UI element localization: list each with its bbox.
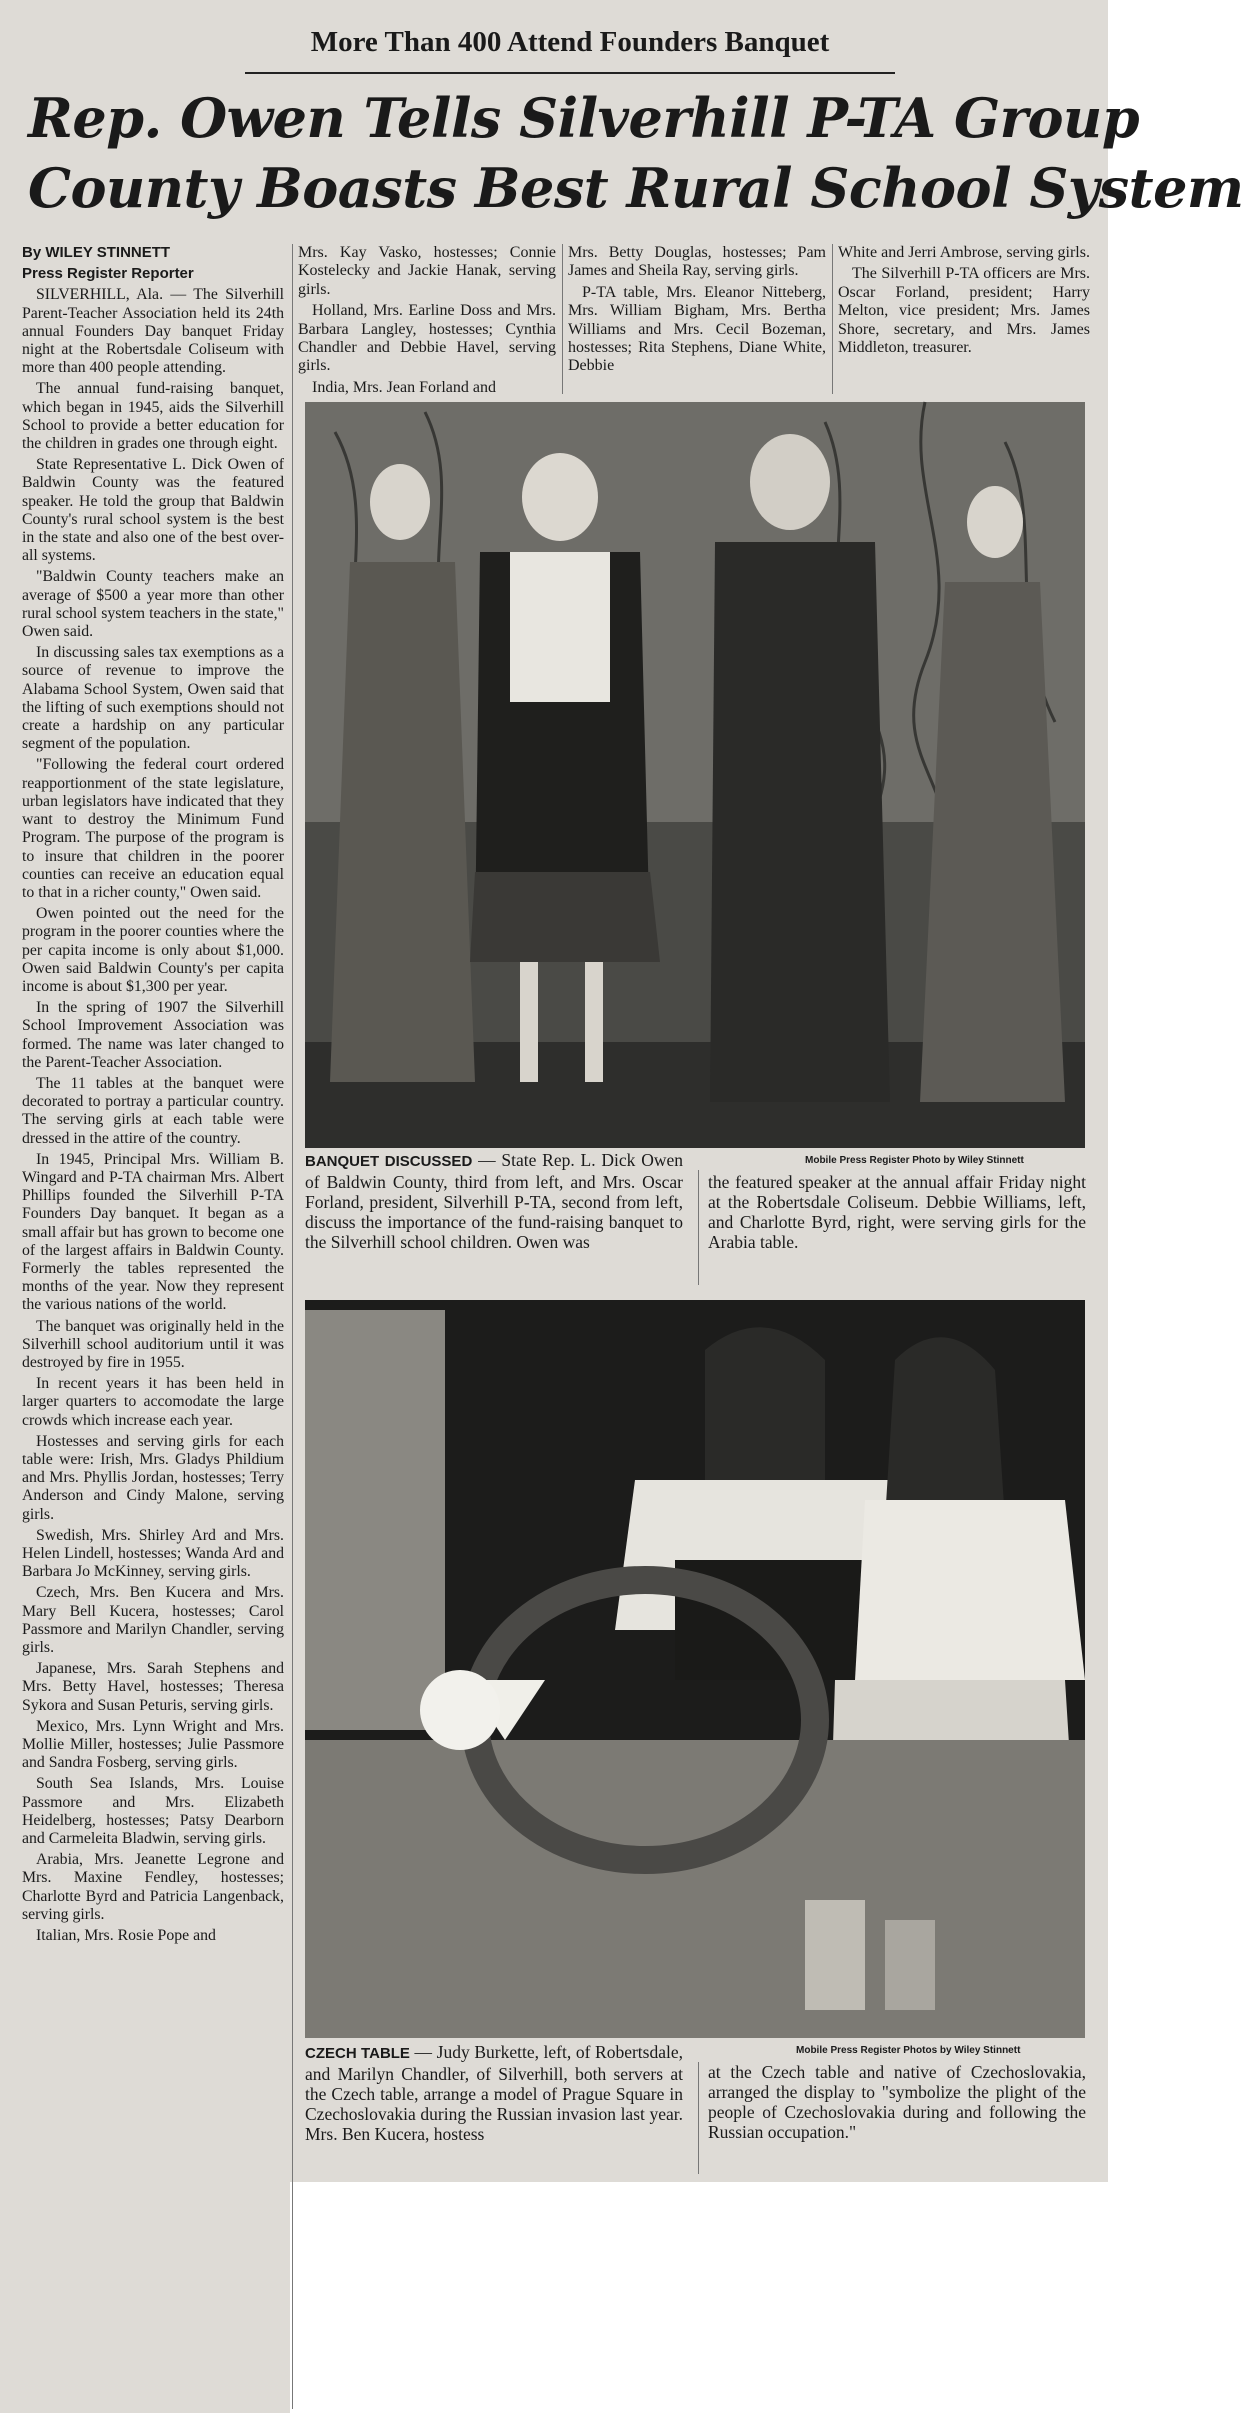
photo-credit: Mobile Press Register Photo by Wiley Stinnett xyxy=(805,1155,1024,1166)
article-paragraph: SILVERHILL, Ala. — The Silverhill Parent-Teacher Association held its 24th annual Founders Day banquet Friday night at the Robertsdale Coliseum with more than 400 people attending. xyxy=(22,286,284,377)
article-paragraph: Owen pointed out the need for the program in the poorer counties where the per capita income is only about $1,000. Owen said Baldwin County's per capita income is about $1,300 per year. xyxy=(22,905,284,995)
article-paragraph: "Following the federal court ordered reapportionment of the state legislature, urban legislators have indicated that they want to destroy the Minimum Fund Program. The purpose of the program is to insure that children in the poorer counties can receive an education equal to that in a richer county," Owen said. xyxy=(22,756,284,901)
caption-rule xyxy=(698,2062,699,2174)
byline-role: Press Register Reporter xyxy=(22,265,194,283)
column-rule xyxy=(292,244,293,2409)
headline-line-1: Rep. Owen Tells Silverhill P-TA Group xyxy=(28,86,1140,150)
article-paragraph: Mrs. Betty Douglas, hostesses; Pam James and Sheila Ray, serving girls. xyxy=(568,244,826,280)
caption-text: the featured speaker at the annual affair Friday night at the Robertsdale Coliseum. Debbie Williams, left, and Charlotte Byrd, right, were serving girls for the Arabia table. xyxy=(708,1172,1086,1252)
banquet-photo xyxy=(305,402,1085,1148)
article-paragraph: In 1945, Principal Mrs. William B. Wingard and P-TA chairman Mrs. Albert Phillips founded the Silverhill P-TA Founders Day banquet. It began as a small affair but has grown to become one of the largest affairs in Baldwin County. Formerly the tables represented the months of the year. Now they represent the various nations of the world. xyxy=(22,1150,284,1314)
article-paragraph: Swedish, Mrs. Shirley Ard and Mrs. Helen Lindell, hostesses; Wanda Ard and Barbara Jo McKinney, serving girls. xyxy=(22,1526,284,1581)
article-paragraph: Mrs. Kay Vasko, hostesses; Connie Kostelecky and Jackie Hanak, serving girls. xyxy=(298,244,556,298)
photo-caption-left xyxy=(305,1150,683,1280)
column-rule xyxy=(562,244,563,394)
caption-text: at the Czech table and native of Czechoslovakia, arranged the display to "symbolize the plight of the people of Czechoslovakia during and following the Russian occupation." xyxy=(708,2062,1086,2142)
article-paragraph: White and Jerri Ambrose, serving girls. xyxy=(838,244,1090,261)
caption-text: — State Rep. L. Dick Owen of Baldwin County, third from left, and Mrs. Oscar Forland, president, Silverhill P-TA, second from left, discuss the importance of the fund-raising banquet to the Silverhill school children. Owen was xyxy=(305,1150,683,1252)
article-paragraph: The annual fund-raising banquet, which began in 1945, aids the Silverhill School to provide a better education for the children in grades one through eight. xyxy=(22,380,284,453)
caption-head: CZECH TABLE xyxy=(305,2045,410,2062)
article-paragraph: Italian, Mrs. Rosie Pope and xyxy=(36,1927,216,1945)
article-paragraph: The Silverhill P-TA officers are Mrs. Oscar Forland, president; Harry Melton, vice president; Mrs. James Shore, secretary, and Mrs. James Middleton, treasurer. xyxy=(838,265,1090,357)
czech-table-photo-illustration xyxy=(305,1300,1085,2038)
article-paragraph: State Representative L. Dick Owen of Baldwin County was the featured speaker. He told the group that Baldwin County's rural school system is the best in the state and also one of the best over-all systems. xyxy=(22,456,284,565)
headline-line-2: County Boasts Best Rural School System xyxy=(28,156,1244,220)
article-column-4 xyxy=(838,244,1090,394)
article-paragraph: South Sea Islands, Mrs. Louise Passmore and Mrs. Elizabeth Heidelberg, hostesses; Patsy Dearborn and Carmeleita Bladwin, serving girls. xyxy=(22,1775,284,1848)
article-paragraph: "Baldwin County teachers make an average of $500 a year more than other rural school system teachers in the state," Owen said. xyxy=(22,568,284,641)
article-paragraph: India, Mrs. Jean Forland and xyxy=(312,378,496,396)
article-paragraph: Holland, Mrs. Earline Doss and Mrs. Barbara Langley, hostesses; Cynthia Chandler and Debbie Havel, serving girls. xyxy=(298,302,556,375)
article-column-2 xyxy=(298,244,556,394)
caption-head: BANQUET DISCUSSED xyxy=(305,1153,473,1170)
article-column-3 xyxy=(568,244,826,394)
blank-background xyxy=(290,2182,1108,2413)
caption-rule xyxy=(698,1170,699,1285)
kicker-headline: More Than 400 Attend Founders Banquet xyxy=(310,26,830,58)
czech-table-photo xyxy=(305,1300,1085,2038)
photo-caption-right xyxy=(708,1172,1086,1282)
byline-author: By WILEY STINNETT xyxy=(22,244,171,261)
article-paragraph: Hostesses and serving girls for each table were: Irish, Mrs. Gladys Phildium and Mrs. Phyllis Jordan, hostesses; Terry Anderson and Cindy Malone, serving girls. xyxy=(22,1432,284,1523)
article-paragraph: In recent years it has been held in larger quarters to accomodate the large crowds which increase each year. xyxy=(22,1375,284,1429)
article-paragraph: Arabia, Mrs. Jeanette Legrone and Mrs. Maxine Fendley, hostesses; Charlotte Byrd and Patricia Langenback, serving girls. xyxy=(22,1851,284,1923)
article-paragraph: Czech, Mrs. Ben Kucera and Mrs. Mary Bell Kucera, hostesses; Carol Passmore and Marilyn Chandler, serving girls. xyxy=(22,1584,284,1657)
article-paragraph: P-TA table, Mrs. Eleanor Nitteberg, Mrs. William Bigham, Mrs. Bertha Williams and Mrs. Cecil Bozeman, hostesses; Rita Stephens, Diane White, Debbie xyxy=(568,283,826,375)
article-paragraph: In discussing sales tax exemptions as a source of revenue to improve the Alabama School System, Owen said that the lifting of such exemptions should not create a hardship on any particular segment of the population. xyxy=(22,644,284,753)
caption-text: — Judy Burkette, left, of Robertsdale, and Marilyn Chandler, of Silverhill, both servers at the Czech table, arrange a model of Prague Square in Czechoslovakia during the Russian invasion last year. Mrs. Ben Kucera, hostess xyxy=(305,2042,683,2144)
article-paragraph: Japanese, Mrs. Sarah Stephens and Mrs. Betty Havel, hostesses; Theresa Sykora and Susan Peturis, serving girls. xyxy=(22,1660,284,1714)
article-paragraph: The banquet was originally held in the Silverhill school auditorium until it was destroyed by fire in 1955. xyxy=(22,1317,284,1371)
article-paragraph: The 11 tables at the banquet were decorated to portray a particular country. The serving girls at each table were dressed in the attire of the country. xyxy=(22,1074,284,1147)
article-paragraph: In the spring of 1907 the Silverhill School Improvement Association was formed. The name was later changed to the Parent-Teacher Association. xyxy=(22,999,284,1071)
kicker-rule xyxy=(245,72,895,74)
photo-caption-right xyxy=(708,2062,1086,2174)
banquet-photo-illustration xyxy=(305,402,1085,1148)
article-column-1 xyxy=(22,244,284,2409)
column-rule xyxy=(832,244,833,394)
photo-caption-left xyxy=(305,2042,683,2174)
article-paragraph: Mexico, Mrs. Lynn Wright and Mrs. Mollie Miller, hostesses; Julie Passmore and Sandra Fosberg, serving girls. xyxy=(22,1717,284,1772)
photo-credit: Mobile Press Register Photos by Wiley Stinnett xyxy=(796,2045,1021,2056)
